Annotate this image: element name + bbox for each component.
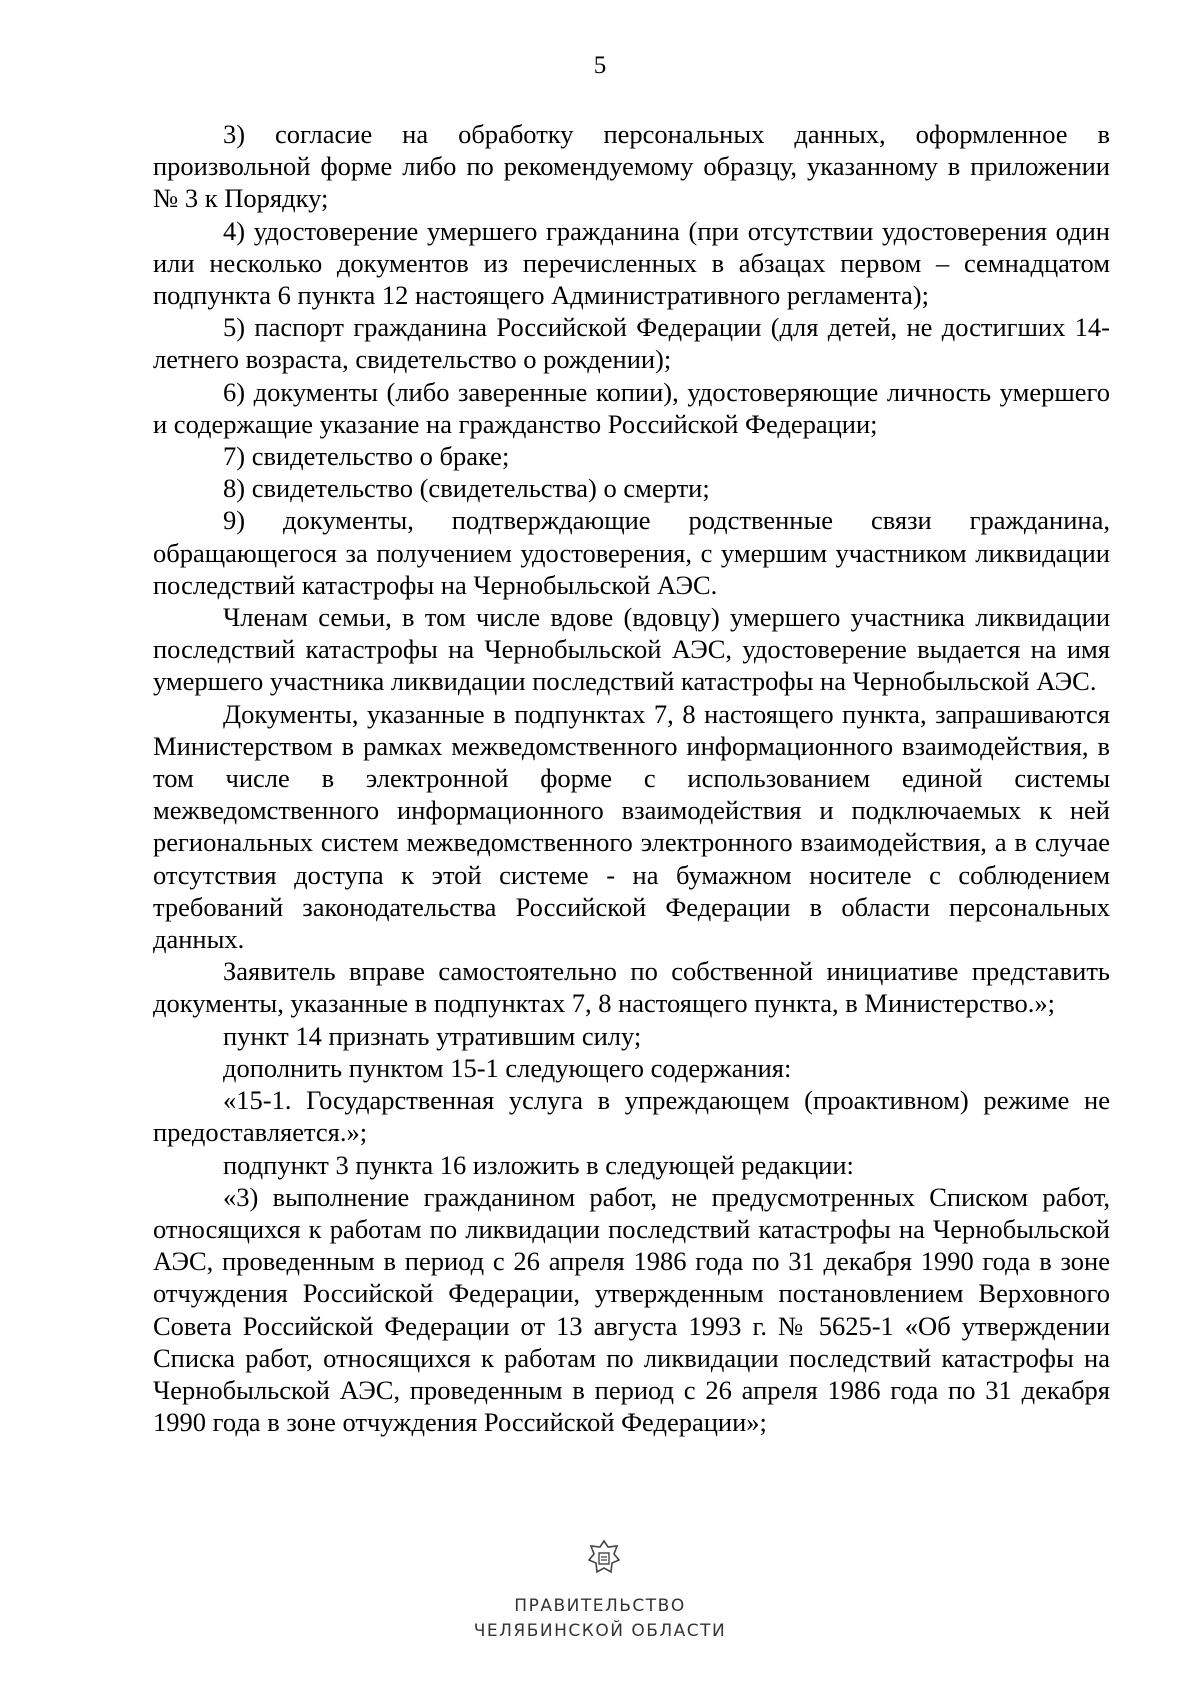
paragraph-item-3-consent: 3) согласие на обработку персональных данных, оформленное в произвольной форме либо по рекомендуемому образцу, указанному в приложении № 3 к Порядку;: [153, 119, 1110, 214]
paragraph-item-9-kinship: 9) документы, подтверждающие родственные связи гражданина, обращающегося за получением удостоверения, с умершим участником ликвидации последствий катастрофы на Чернобыльской АЭС.: [153, 505, 1110, 600]
paragraph-item-7-marriage: 7) свидетельство о браке;: [223, 441, 510, 472]
footer-region-label: ЧЕЛЯБИНСКОЙ ОБЛАСТИ: [473, 1621, 727, 1641]
paragraph-item-4-certificate: 4) удостоверение умершего гражданина (при отсутствии удостоверения один или несколько документов из перечисленных в абзацах первом – семнадцатом подпункта 6 пункта 12 настоящего Административного регламента);: [153, 215, 1110, 311]
paragraph-interagency-requests: Документы, указанные в подпунктах 7, 8 настоящего пункта, запрашиваются Министерством в рамках межведомственного информационного взаимодействия, в том числе в электронной форме с использованием единой системы межведомственного информационного взаимодействия и подключаемых к ней региональных систем межведомственного электронного взаимодействия, а в случае отсутствия доступа к этой системе - на бумажном носителе с соблюдением требований законодательства Российской Федерации в области персональных данных.: [153, 698, 1110, 955]
coat-of-arms-emblem-icon: [584, 1538, 624, 1578]
footer-government-label: ПРАВИТЕЛЬСТВО: [514, 1596, 686, 1616]
paragraph-item-8-death: 8) свидетельство (свидетельства) о смерти;: [223, 473, 710, 504]
paragraph-item-14-repealed: пункт 14 признать утратившим силу;: [223, 1020, 642, 1051]
paragraph-15-1-text: «15-1. Государственная услуга в упреждающем (проактивном) режиме не предоставляется.»;: [153, 1085, 1110, 1148]
paragraph-family-members: Членам семьи, в том числе вдове (вдовцу) умершего участника ликвидации последствий катастрофы на Чернобыльской АЭС, удостоверение выдается на имя умершего участника ликвидации последствий катастрофы на Чернобыльской АЭС.: [153, 602, 1110, 697]
paragraph-applicant-right: Заявитель вправе самостоятельно по собственной инициативе представить документы, указанные в подпунктах 7, 8 настоящего пункта, в Министерство.»;: [153, 956, 1110, 1019]
paragraph-add-15-1: дополнить пунктом 15-1 следующего содержания:: [223, 1052, 792, 1083]
paragraph-item-5-passport: 5) паспорт гражданина Российской Федерации (для детей, не достигших 14-летнего возраста, свидетельство о рождении);: [153, 312, 1110, 375]
paragraph-16-3-text: «3) выполнение гражданином работ, не предусмотренных Списком работ, относящихся к работам по ликвидации последствий катастрофы на Чернобыльской АЭС, проведенным в период с 26 апреля 1986 года по 31 декабря 1990 года в зоне отчуждения Российской Федерации, утвержденным постановлением Верховного Совета Российской Федерации от 13 августа 1993 г. № 5625-1 «Об утверждении Списка работ, относящихся к работам по ликвидации последствий катастрофы на Чернобыльской АЭС, проведенным в период с 26 апреля 1986 года по 31 декабря 1990 года в зоне отчуждения Российской Федерации»;: [153, 1181, 1110, 1438]
paragraph-item-6-identity-docs: 6) документы (либо заверенные копии), удостоверяющие личность умершего и содержащие указание на гражданство Российской Федерации;: [153, 376, 1110, 439]
page-number: 5: [593, 52, 607, 79]
paragraph-16-3-amend: подпункт 3 пункта 16 изложить в следующей редакции:: [223, 1149, 854, 1180]
document-body: [153, 118, 1110, 1438]
